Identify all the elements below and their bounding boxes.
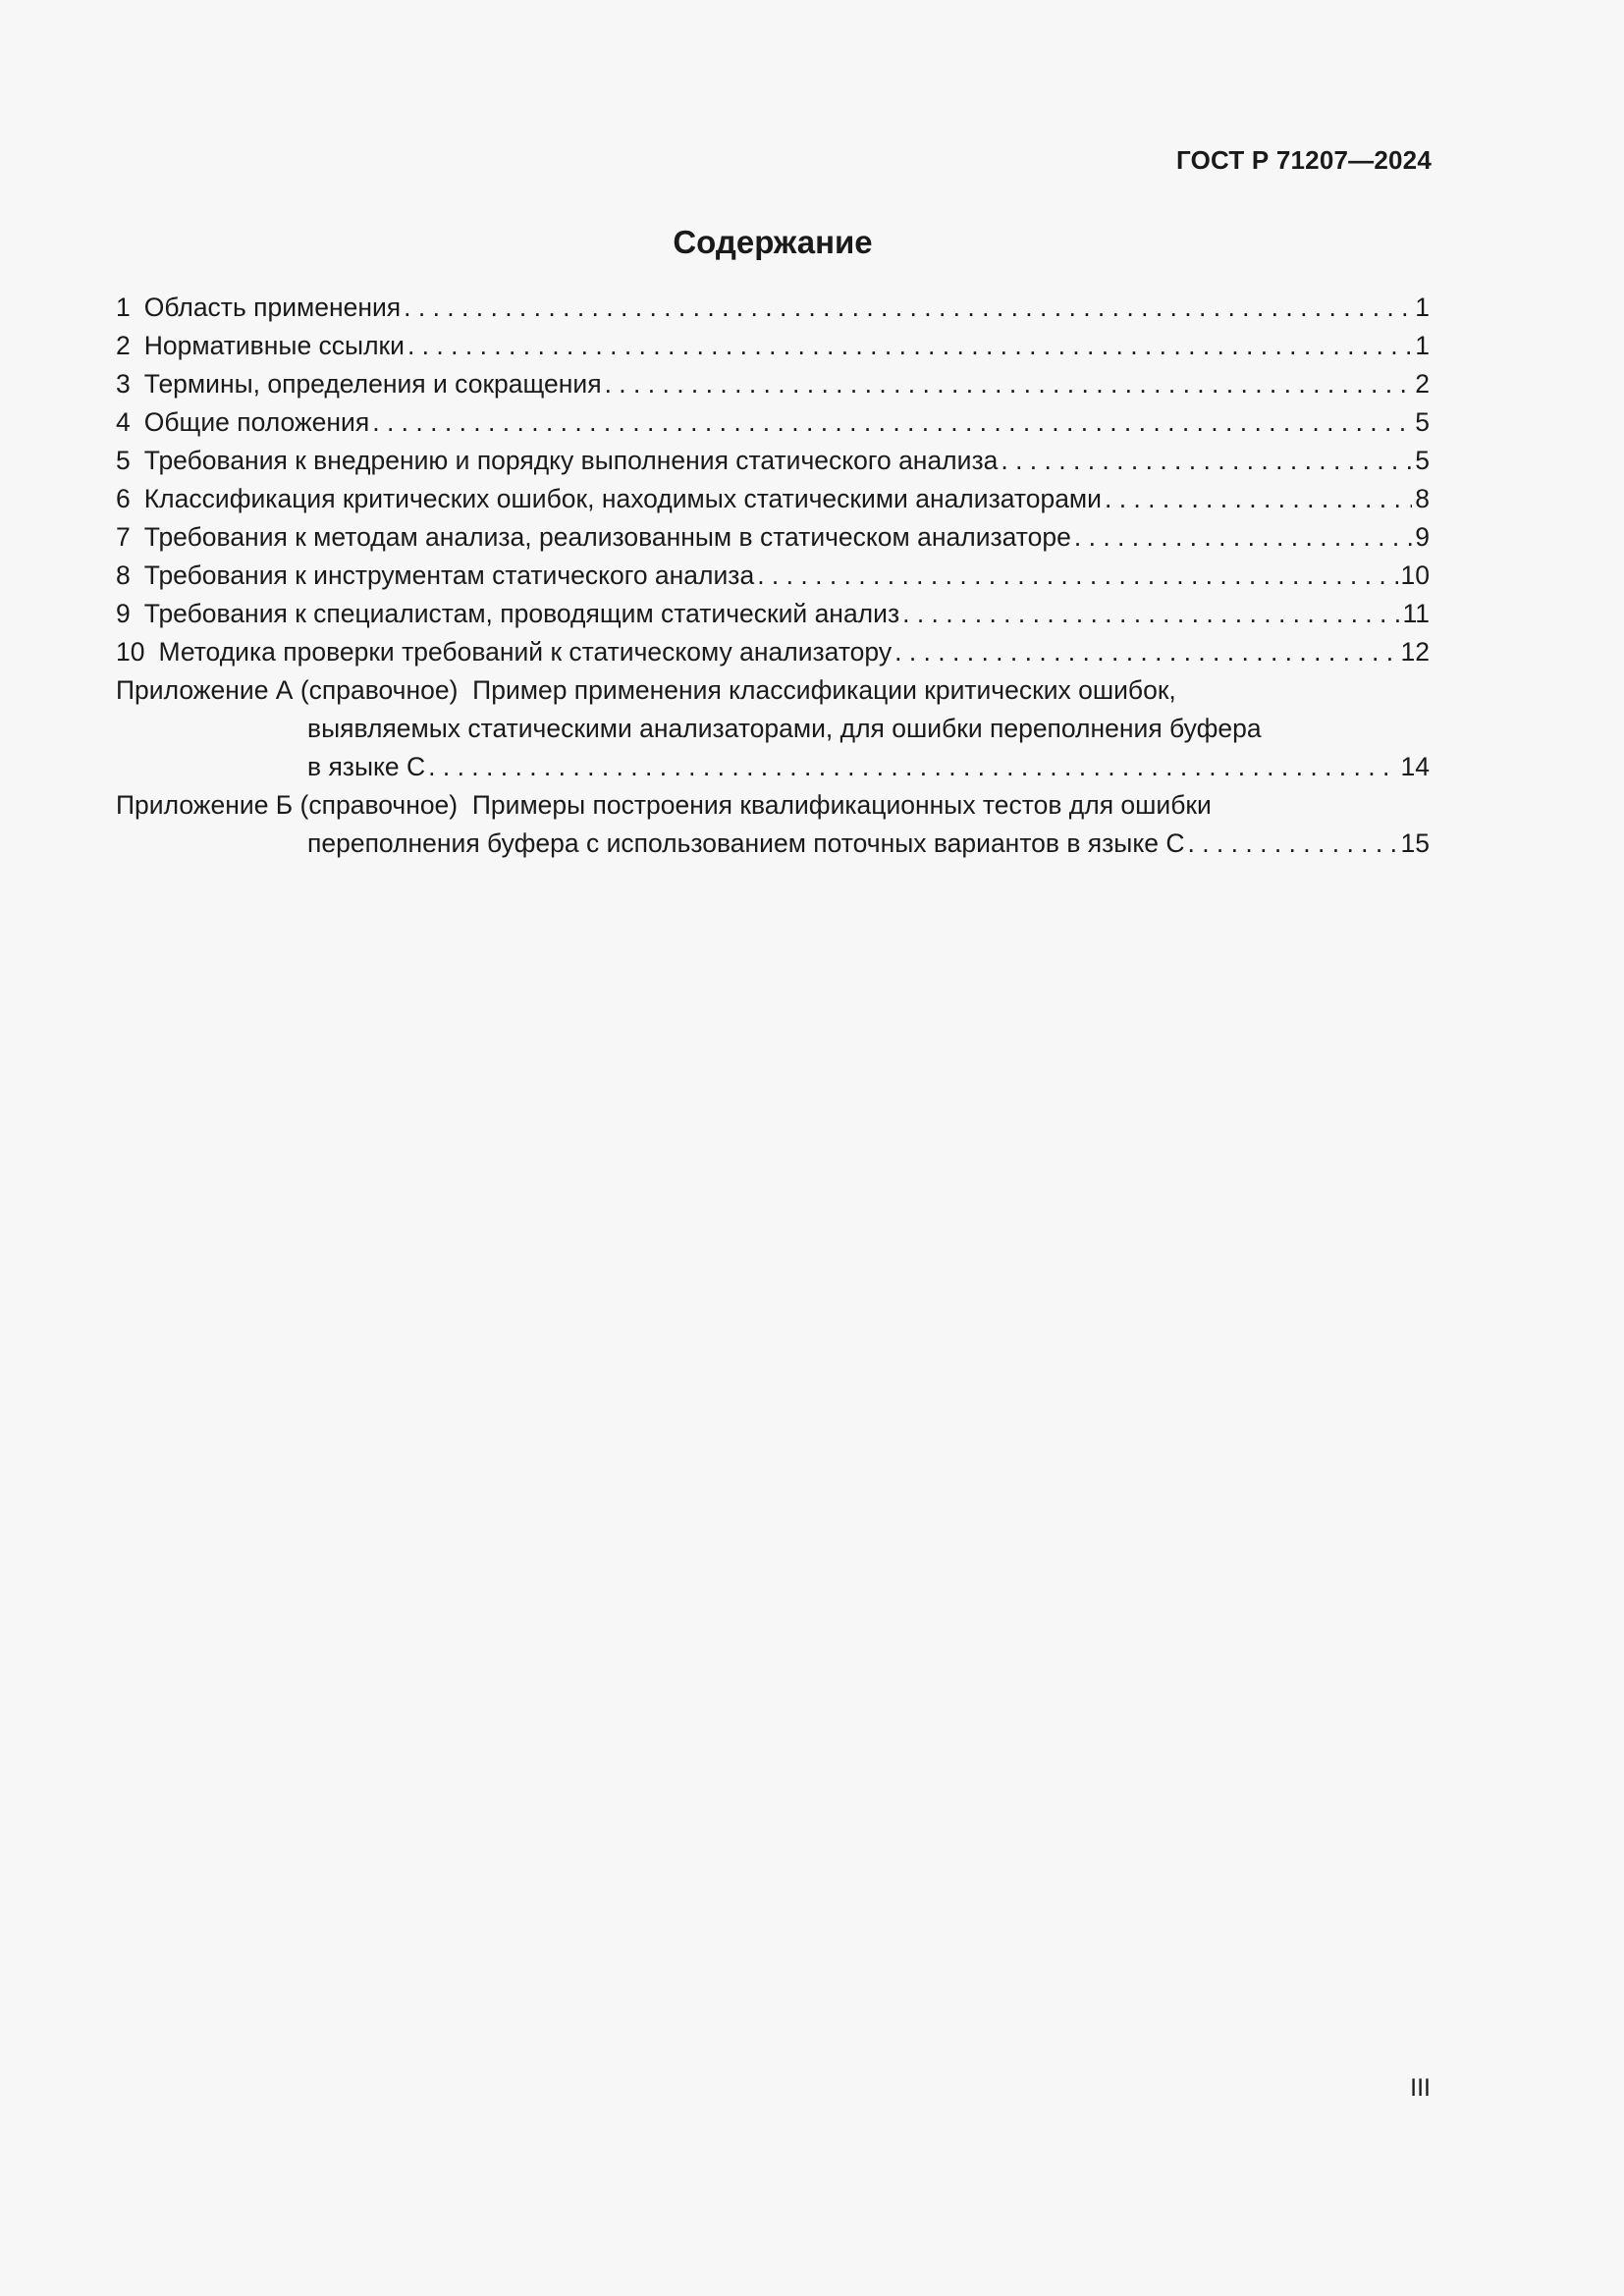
appendix-label: Приложение Б (справочное): [116, 790, 459, 820]
toc-entry[interactable]: [116, 633, 1430, 671]
dot-leader: [428, 748, 1397, 786]
dot-leader: [404, 289, 1412, 327]
toc-entry-title: Требования к специалистам, проводящим статический анализ: [143, 599, 900, 628]
toc-entry-page: 2: [1415, 369, 1430, 399]
toc-entry-page: 9: [1415, 522, 1430, 552]
document-code: ГОСТ Р 71207—2024: [1176, 145, 1432, 175]
page-number: III: [1410, 2074, 1431, 2102]
toc-entry[interactable]: [116, 365, 1430, 403]
appendix-last-line: [116, 825, 1430, 863]
dot-leader: [605, 365, 1413, 403]
appendix-title-line: Пример применения классификации критических ошибок,: [472, 675, 1176, 705]
toc-entry[interactable]: [116, 327, 1430, 365]
toc-entry-number: 3: [116, 369, 131, 399]
toc-entry-title: Область применения: [143, 293, 402, 322]
toc-entry-title: Нормативные ссылки: [143, 331, 405, 360]
toc-entry-page: 5: [1415, 446, 1430, 475]
toc-entry-title: Требования к инструментам статического анализа: [143, 561, 755, 590]
toc-entry-page: 14: [1400, 752, 1430, 781]
dot-leader: [757, 557, 1397, 595]
toc-entry-title: Методика проверки требований к статическому анализатору: [158, 637, 893, 667]
dot-leader: [1187, 825, 1397, 863]
toc-entry-number: 2: [116, 331, 131, 360]
toc-entry-page: 15: [1400, 828, 1430, 858]
appendix-title-line: выявляемых статическими анализаторами, для ошибки переполнения буфера: [307, 714, 1262, 743]
table-of-contents: [116, 289, 1430, 863]
toc-entry-page: 10: [1400, 561, 1430, 590]
dot-leader: [894, 633, 1397, 671]
dot-leader: [407, 327, 1412, 365]
toc-entry-number: 10: [116, 637, 145, 667]
appendix-label: Приложение А (справочное): [116, 675, 459, 705]
toc-entry-page: 5: [1415, 407, 1430, 437]
dot-leader: [1105, 480, 1412, 518]
toc-appendix-b[interactable]: [116, 786, 1430, 863]
toc-entry-title: Термины, определения и сокращения: [143, 369, 602, 399]
toc-entry-number: 5: [116, 446, 131, 475]
toc-entry-page: 11: [1402, 599, 1430, 628]
toc-entry[interactable]: [116, 595, 1430, 633]
appendix-last-line: [116, 748, 1430, 786]
toc-entry-number: 7: [116, 522, 131, 552]
toc-entry-number: 6: [116, 484, 131, 513]
dot-leader: [1074, 518, 1412, 557]
toc-entry-number: 8: [116, 561, 131, 590]
appendix-title-line: в языке C: [307, 752, 426, 781]
toc-entry[interactable]: [116, 289, 1430, 327]
toc-entry-page: 1: [1415, 331, 1430, 360]
toc-entry[interactable]: [116, 518, 1430, 557]
dot-leader: [1001, 442, 1412, 480]
toc-entry-number: 4: [116, 407, 131, 437]
toc-entry[interactable]: [116, 480, 1430, 518]
toc-entry-number: 9: [116, 599, 131, 628]
appendix-title-line: переполнения буфера с использованием поточных вариантов в языке C: [307, 828, 1185, 858]
dot-leader: [372, 403, 1412, 442]
toc-entry[interactable]: [116, 557, 1430, 595]
toc-entry-title: Требования к методам анализа, реализованным в статическом анализаторе: [143, 522, 1071, 552]
appendix-title-line: Примеры построения квалификационных тестов для ошибки: [471, 790, 1212, 820]
toc-entry-number: 1: [116, 293, 131, 322]
toc-entry-title: Требования к внедрению и порядку выполнения статического анализа: [143, 446, 999, 475]
toc-appendix-a[interactable]: [116, 671, 1430, 786]
toc-entry-title: Общие положения: [143, 407, 370, 437]
toc-entry[interactable]: [116, 403, 1430, 442]
toc-entry[interactable]: [116, 442, 1430, 480]
appendix-first-line: [116, 671, 1430, 710]
toc-entry-page: 1: [1415, 293, 1430, 322]
toc-entry-page: 8: [1415, 484, 1430, 513]
toc-entry-title: Классификация критических ошибок, находимых статическими анализаторами: [143, 484, 1102, 513]
toc-entry-page: 12: [1400, 637, 1430, 667]
toc-title: Содержание: [673, 224, 873, 260]
appendix-first-line: [116, 786, 1430, 825]
dot-leader: [902, 595, 1399, 633]
